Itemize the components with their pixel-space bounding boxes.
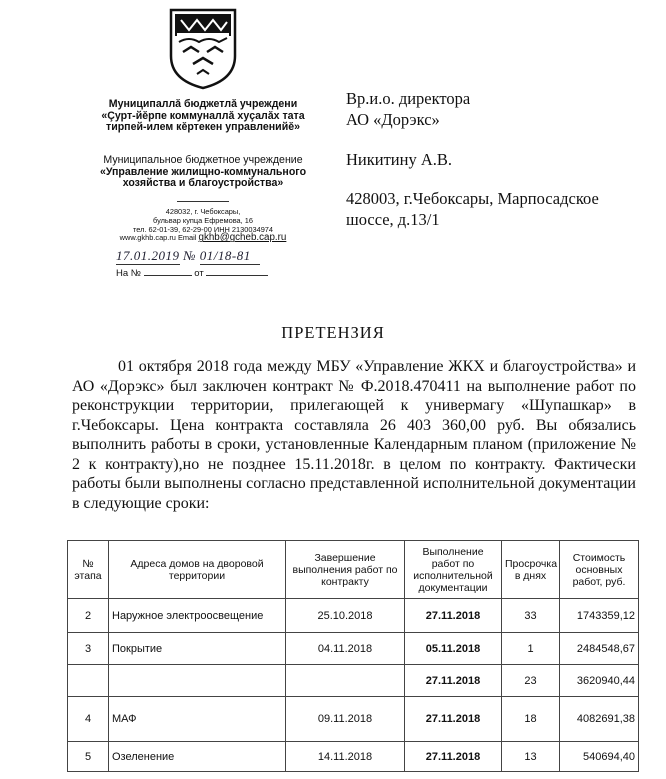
- document-title: ПРЕТЕНЗИЯ: [281, 323, 385, 342]
- letterhead-divider: [177, 201, 229, 202]
- cell-contract-deadline: 04.11.2018: [286, 633, 405, 665]
- cell-address: Озеленение: [109, 742, 286, 772]
- org-phones: тел. 62-01-39, 62-29-00 ИНН 2130034974: [132, 224, 274, 234]
- cell-cost: 3620940,44: [560, 665, 639, 697]
- cell-address: [109, 665, 286, 697]
- incoming-no-blank: [144, 266, 192, 276]
- org-address-line2: бульвар купца Ефремова, 16: [153, 215, 253, 225]
- org-web-email: [96, 234, 310, 243]
- table-row: [68, 665, 639, 697]
- addressee-company: АО «Дорэкс»: [346, 110, 440, 129]
- cell-address: МАФ: [109, 697, 286, 742]
- cell-stage: [68, 665, 109, 697]
- addressee-name: Никитину А.В.: [346, 150, 453, 169]
- cell-contract-deadline: 14.11.2018: [286, 742, 405, 772]
- cell-stage: 4: [68, 697, 109, 742]
- outgoing-date: 17.01.2019: [116, 248, 180, 263]
- col-header-contract-deadline: Завершение выполнения работ по контракту: [286, 541, 405, 599]
- coat-of-arms-icon: [167, 6, 239, 90]
- cell-delay-days: 23: [502, 665, 560, 697]
- org-address-line1: 428032, г. Чебоксары,: [165, 207, 241, 216]
- cell-actual-completion: 27.11.2018: [405, 665, 502, 697]
- cell-address: Наружное электроосвещение: [109, 599, 286, 633]
- org-type: Муниципальное бюджетное учреждение: [103, 154, 303, 166]
- col-header-address: Адреса домов на дворовой территории: [109, 541, 286, 599]
- cell-stage: 2: [68, 599, 109, 633]
- org-name-chuvash: Муниципаллă бюджетлă учреждени «Çурт-йĕрпе коммуналлă хуçалăх тата тирпей-илем кĕртекен управленийĕ»: [101, 98, 305, 133]
- incoming-from-label: от: [194, 268, 204, 279]
- claim-paragraph: 01 октября 2018 года между МБУ «Управление ЖКХ и благоустройства» и АО «Дорэкс» был заключен контракт № Ф.2018.470411 на выполнение работ по реконструкции территории, прилегающей к универмагу «Шупашкар» в г.Чебоксары. Цена контракта составляла 26 403 360,00 руб. Вы обязались выполнить работы в сроки, установленные Календарным планом (приложение № 2 к контракту),но не позднее 15.11.2018г. в целом по контракту. Фактически работы были выполнены согласно представленной исполнительной документации в следующие сроки:: [72, 358, 636, 512]
- org-title: «Управление жилищно-коммунального хозяйства и благоустройства»: [99, 165, 307, 189]
- cell-actual-completion: 27.11.2018: [405, 599, 502, 633]
- addressee-position: Вр.и.о. директора: [346, 89, 471, 108]
- table-row: [68, 742, 639, 772]
- org-contacts: [96, 208, 310, 243]
- cell-address: Покрытие: [109, 633, 286, 665]
- table-row: [68, 697, 639, 742]
- cell-contract-deadline: 25.10.2018: [286, 599, 405, 633]
- cell-delay-days: 13: [502, 742, 560, 772]
- cell-stage: 5: [68, 742, 109, 772]
- table-row: [68, 599, 639, 633]
- cell-cost: 540694,40: [560, 742, 639, 772]
- incoming-date-blank: [206, 266, 268, 276]
- cell-contract-deadline: [286, 665, 405, 697]
- addressee-address-line2: шоссе, д.13/1: [346, 210, 440, 229]
- org-site: www.gkhb.cap.ru Email: [119, 233, 197, 243]
- table-header-row: [68, 541, 639, 599]
- outgoing-number: 01/18-81: [200, 248, 260, 265]
- cell-actual-completion: 27.11.2018: [405, 697, 502, 742]
- cell-actual-completion: 05.11.2018: [405, 633, 502, 665]
- cell-cost: 4082691,38: [560, 697, 639, 742]
- incoming-reference: [116, 266, 268, 279]
- works-schedule-table: [67, 540, 639, 772]
- cell-delay-days: 1: [502, 633, 560, 665]
- table-row: [68, 633, 639, 665]
- cell-stage: 3: [68, 633, 109, 665]
- org-name-russian: [96, 155, 310, 190]
- col-header-delay-days: Просрочка в днях: [502, 541, 560, 599]
- cell-delay-days: 18: [502, 697, 560, 742]
- cell-cost: 1743359,12: [560, 599, 639, 633]
- col-header-actual-completion: Выполнение работ по исполнительной документации: [405, 541, 502, 599]
- org-email-link[interactable]: gkhb@gcheb.cap.ru: [198, 232, 287, 244]
- col-header-cost: Стоимость основных работ, руб.: [560, 541, 639, 599]
- incoming-no-label: На №: [116, 268, 141, 279]
- cell-contract-deadline: 09.11.2018: [286, 697, 405, 742]
- cell-actual-completion: 27.11.2018: [405, 742, 502, 772]
- outgoing-reference: [116, 248, 260, 265]
- cell-cost: 2484548,67: [560, 633, 639, 665]
- col-header-stage: № этапа: [68, 541, 109, 599]
- outgoing-no-label: №: [183, 248, 197, 263]
- cell-delay-days: 33: [502, 599, 560, 633]
- addressee-address-line1: 428003, г.Чебоксары, Марпосадское: [346, 189, 599, 208]
